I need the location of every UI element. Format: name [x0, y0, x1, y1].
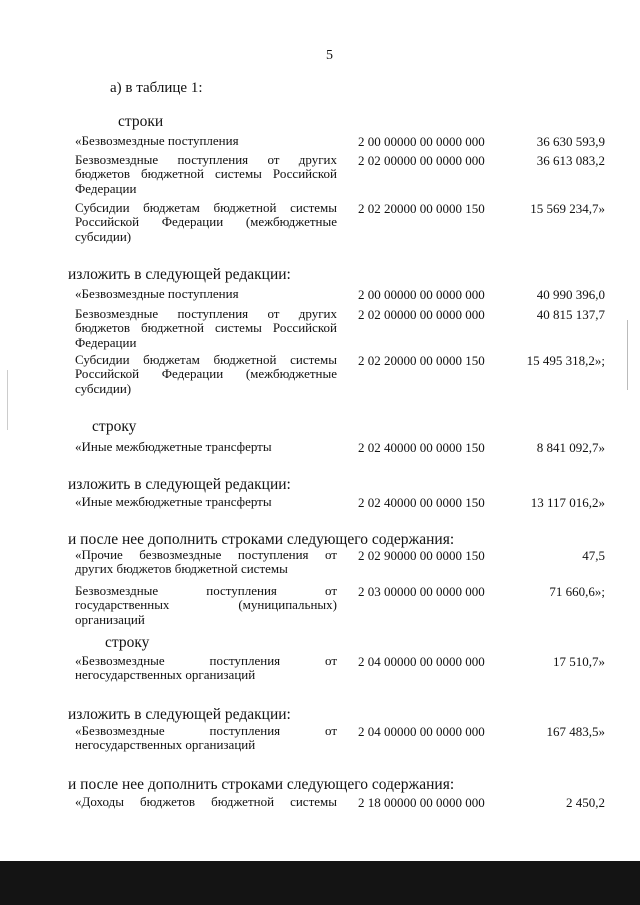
- row-code: 2 00 00000 00 0000 000: [358, 287, 485, 302]
- section-heading: изложить в следующей редакции:: [68, 476, 291, 493]
- row-description: Безвозмездные поступления от государственных (муниципальных) организаций: [75, 583, 337, 627]
- scan-edge-mark: [627, 320, 628, 390]
- row-code: 2 03 00000 00 0000 000: [358, 584, 485, 599]
- section-heading: изложить в следующей редакции:: [68, 706, 291, 723]
- section-heading: строки: [118, 113, 164, 130]
- section-heading: и после нее дополнить строками следующего содержания:: [68, 531, 455, 548]
- row-description: «Безвозмездные поступления: [75, 133, 239, 148]
- section-heading: изложить в следующей редакции:: [68, 266, 291, 283]
- page-number: 5: [326, 48, 333, 63]
- row-code: 2 02 20000 00 0000 150: [358, 353, 485, 368]
- row-description: Безвозмездные поступления от других бюджетов бюджетной системы Российской Федерации: [75, 152, 337, 196]
- row-code: 2 02 40000 00 0000 150: [358, 440, 485, 455]
- row-value: 71 660,6»;: [549, 584, 605, 599]
- row-value: 40 815 137,7: [536, 307, 605, 322]
- scan-footer-bar: [0, 859, 640, 905]
- row-description: «Прочие безвозмездные поступления от других бюджетов бюджетной системы: [75, 547, 337, 577]
- row-code: 2 02 00000 00 0000 000: [358, 153, 485, 168]
- row-code: 2 02 00000 00 0000 000: [358, 307, 485, 322]
- scan-footer-gap: [0, 858, 640, 861]
- row-value: 13 117 016,2»: [530, 495, 605, 510]
- row-value: 2 450,2: [566, 795, 605, 810]
- row-value: 15 569 234,7»: [530, 201, 605, 216]
- row-description: «Безвозмездные поступления: [75, 286, 239, 301]
- row-value: 47,5: [582, 548, 605, 563]
- row-description: Субсидии бюджетам бюджетной системы Российской Федерации (межбюджетные субсидии): [75, 352, 337, 396]
- row-code: 2 02 90000 00 0000 150: [358, 548, 485, 563]
- row-value: 167 483,5»: [546, 724, 605, 739]
- section-heading: строку: [92, 418, 137, 435]
- row-description: «Безвозмездные поступления от негосударственных организаций: [75, 653, 337, 683]
- intro-text: а) в таблице 1:: [110, 80, 203, 96]
- row-code: 2 00 00000 00 0000 000: [358, 134, 485, 149]
- row-value: 36 613 083,2: [536, 153, 605, 168]
- row-code: 2 04 00000 00 0000 000: [358, 724, 485, 739]
- row-code: 2 02 40000 00 0000 150: [358, 495, 485, 510]
- row-description: Субсидии бюджетам бюджетной системы Российской Федерации (межбюджетные субсидии): [75, 200, 337, 244]
- row-code: 2 04 00000 00 0000 000: [358, 654, 485, 669]
- row-description: «Доходы бюджетов бюджетной системы: [75, 794, 337, 809]
- row-value: 15 495 318,2»;: [526, 353, 605, 368]
- row-code: 2 18 00000 00 0000 000: [358, 795, 485, 810]
- row-value: 40 990 396,0: [536, 287, 605, 302]
- row-description: «Безвозмездные поступления от негосударственных организаций: [75, 723, 337, 753]
- row-value: 8 841 092,7»: [536, 440, 605, 455]
- scan-edge-mark: [7, 370, 8, 430]
- section-heading: и после нее дополнить строками следующего содержания:: [68, 776, 455, 793]
- section-heading: строку: [105, 634, 150, 651]
- row-description: «Иные межбюджетные трансферты: [75, 439, 272, 454]
- row-value: 17 510,7»: [553, 654, 605, 669]
- row-description: Безвозмездные поступления от других бюджетов бюджетной системы Российской Федерации: [75, 306, 337, 350]
- row-value: 36 630 593,9: [536, 134, 605, 149]
- row-description: «Иные межбюджетные трансферты: [75, 494, 272, 509]
- row-code: 2 02 20000 00 0000 150: [358, 201, 485, 216]
